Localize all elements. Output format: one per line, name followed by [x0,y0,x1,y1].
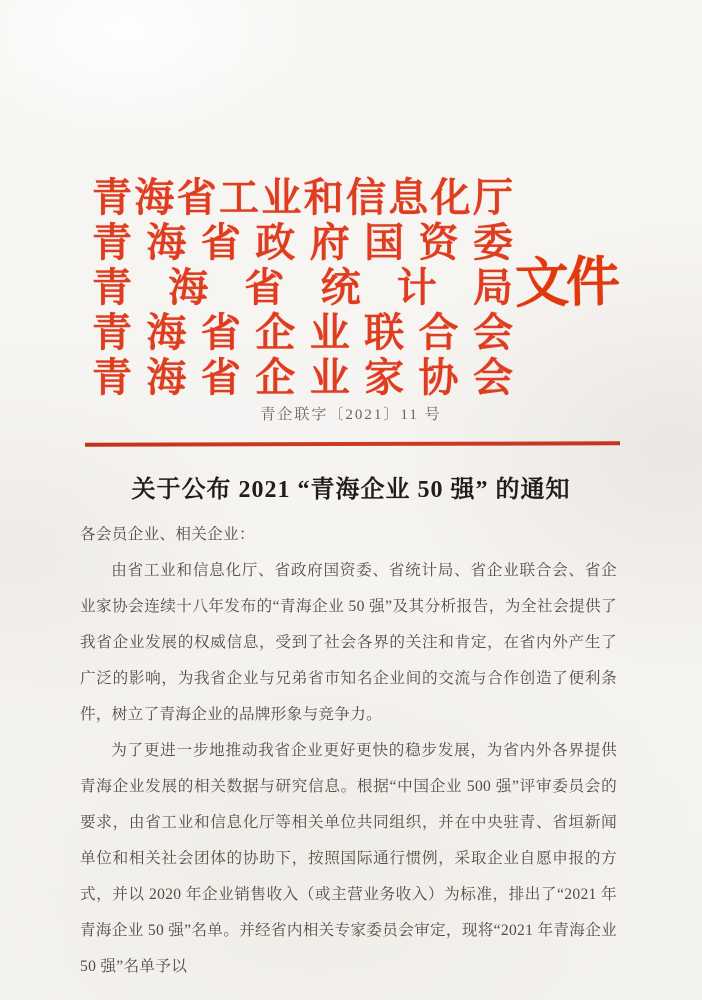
agency-name-statistics-bureau: 青 海 省 统 计 局 [92,264,513,310]
agency-name-sasac: 青 海 省 政 府 国 资 委 [92,220,513,266]
body-paragraph-2: 为了更进一步地推动我省企业更好更快的稳步发展，为省内外各界提供青海企业发展的相关数据与研究信息。根据“中国企业 500 强”评审委员会的要求，由省工业和信息化厅等相关单位共同组织，并在中央驻青、省垣新闻单位和相关社会团体的协助下，按照国际通行惯例，采取企业自愿申报的方式，并以 2020 年企业销售收入（或主营业务收入）为标准，排出了“2021 年青海企业 50 强”名单。并经省内相关专家委员会审定，现将“2021 年青海企业 50 强”名单予以 [80,742,617,975]
agency-name-enterprise-confederation: 青 海 省 企 业 联 合 会 [92,309,513,355]
salutation-line: 各会员企业、相关企业： [80,526,255,543]
red-separator-rule [85,441,620,446]
body-paragraph-1: 由省工业和信息化厅、省政府国资委、省统计局、省企业联合会、省企业家协会连续十八年发布的“青海企业 50 强”及其分析报告，为全社会提供了我省企业发展的权威信息，受到了社会各界的关注和肯定，在省内外产生了广泛的影响，为我省企业与兄弟省市知名企业间的交流与合作创造了便利条件，树立了青海企业的品牌形象与竞争力。 [80,562,617,723]
agency-name-miit: 青 海 省 工 业 和 信 息 化 厅 [92,175,513,221]
agency-name-list [92,176,513,400]
document-body [80,517,617,985]
agency-name-entrepreneurs-association: 青 海 省 企 业 家 协 会 [92,354,513,400]
document-title: 关于公布 2021 “青海企业 50 强” 的通知 [131,477,571,503]
document-type-label: 文件 [514,251,618,315]
document-reference-number: 青企联字〔2021〕11 号 [260,407,442,423]
